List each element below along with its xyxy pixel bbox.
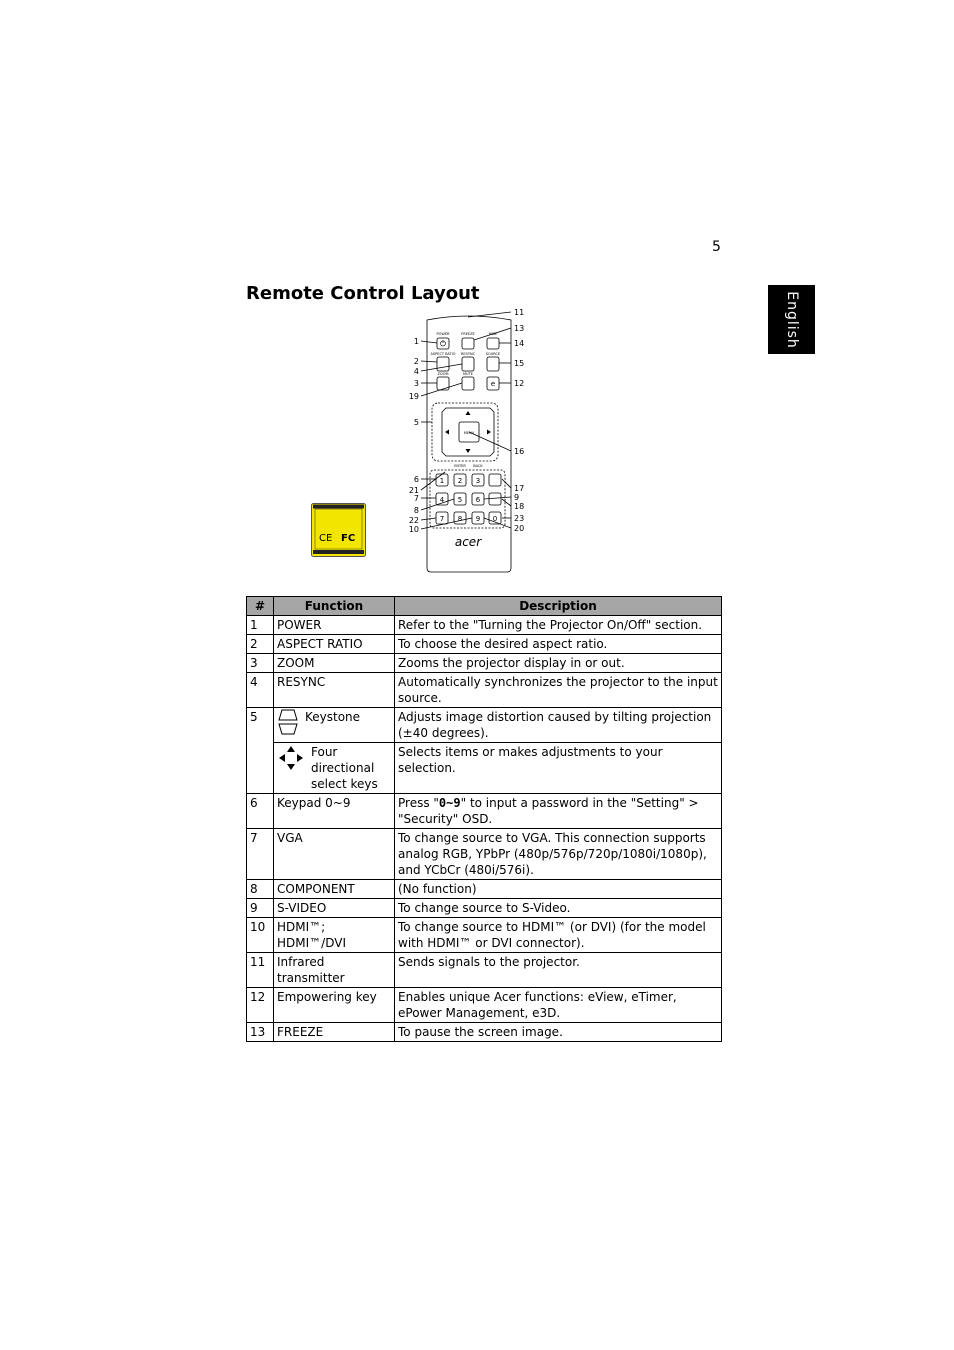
brand-logo: acer	[454, 535, 482, 549]
row-function: FREEZE	[274, 1023, 395, 1042]
table-row	[247, 918, 722, 953]
row-description: Adjusts image distortion caused by tilting projection (±40 degrees).	[395, 708, 722, 743]
label-freeze: FREEZE	[461, 332, 475, 336]
label-power: POWER	[436, 332, 450, 336]
callout: 10	[408, 525, 419, 534]
row-function: POWER	[274, 616, 395, 635]
label-hide: HIDE	[488, 332, 498, 336]
callout: 2	[413, 357, 419, 366]
row-description: Press "0~9" to input a password in the "Setting" > "Security" OSD.	[395, 794, 722, 829]
callout: 5	[413, 418, 419, 427]
keypad-digit: 0	[492, 515, 498, 523]
callout: 1	[413, 337, 419, 346]
keystone-icon	[277, 709, 299, 737]
keypad-digit: 1	[439, 477, 445, 485]
row-function: ZOOM	[274, 654, 395, 673]
callout: 7	[413, 494, 419, 503]
header-num: #	[247, 597, 274, 616]
callout: 21	[408, 486, 419, 495]
row-function: COMPONENT	[274, 880, 395, 899]
freeze-key	[462, 338, 474, 349]
callout: 9	[514, 493, 520, 502]
callout: 8	[413, 506, 419, 515]
regulatory-label	[311, 503, 366, 557]
callout: 15	[514, 359, 525, 368]
function-table	[246, 596, 722, 1042]
callout: 19	[408, 392, 419, 401]
row-num: 12	[247, 988, 274, 1023]
label-back: BACK	[473, 464, 483, 468]
language-tab-label: English	[783, 290, 800, 349]
table-row	[247, 953, 722, 988]
row-description: Automatically synchronizes the projector to the input source.	[395, 673, 722, 708]
label-source: SOURCE	[485, 352, 501, 356]
callout: 13	[514, 324, 525, 333]
keypad-digit: 6	[475, 496, 481, 504]
table-row	[247, 743, 722, 794]
label-enter: ENTER	[454, 464, 466, 468]
row-num: 9	[247, 899, 274, 918]
callout: 22	[408, 516, 419, 525]
callout: 16	[514, 447, 525, 456]
row-description: To change source to HDMI™ (or DVI) (for the model with HDMI™ or DVI connector).	[395, 918, 722, 953]
table-row	[247, 616, 722, 635]
row-num: 4	[247, 673, 274, 708]
row-num: 10	[247, 918, 274, 953]
table-row	[247, 880, 722, 899]
header-function: Function	[274, 597, 395, 616]
keypad-digit: 2	[457, 477, 463, 485]
label-aspect: ASPECT RATIO	[430, 352, 456, 356]
callout: 23	[514, 514, 525, 523]
keypad-key: 0~9	[438, 796, 461, 810]
language-tab	[768, 285, 815, 354]
power-key	[437, 338, 449, 349]
callout: 18	[514, 502, 525, 511]
callout: 12	[514, 379, 525, 388]
row-function: S-VIDEO	[274, 899, 395, 918]
row-description: To choose the desired aspect ratio.	[395, 635, 722, 654]
row-num: 2	[247, 635, 274, 654]
mute-key	[462, 377, 474, 390]
row-num: 1	[247, 616, 274, 635]
source-key	[487, 357, 499, 371]
row-num: 11	[247, 953, 274, 988]
keypad-digit: 9	[475, 515, 481, 523]
row-function: Infrared transmitter	[274, 953, 395, 988]
table-header-row	[247, 597, 722, 616]
row-description: To change source to VGA. This connection supports analog RGB, YPbPr (480p/576p/720p/1080i/1080p), and YCbCr (480i/576i).	[395, 829, 722, 880]
directional-keys-icon	[277, 744, 305, 772]
fc-mark: FC	[341, 533, 356, 544]
label-zoom: ZOOM	[437, 372, 449, 376]
callout: 17	[514, 484, 525, 493]
row-function: Empowering key	[274, 988, 395, 1023]
keypad-digit: 5	[457, 496, 463, 504]
row-function: RESYNC	[274, 673, 395, 708]
row-description: Sends signals to the projector.	[395, 953, 722, 988]
row-num: 13	[247, 1023, 274, 1042]
row-description: To pause the screen image.	[395, 1023, 722, 1042]
row-function-directional	[274, 743, 395, 794]
aspect-key	[437, 357, 449, 371]
hide-key	[487, 338, 499, 349]
row-description: (No function)	[395, 880, 722, 899]
row-function: ASPECT RATIO	[274, 635, 395, 654]
table-row	[247, 673, 722, 708]
table-row	[247, 635, 722, 654]
callout: 3	[413, 379, 419, 388]
keypad-digit: 3	[475, 477, 481, 485]
row-function: HDMI™; HDMI™/DVI	[274, 918, 395, 953]
table-row	[247, 1023, 722, 1042]
table-row	[247, 988, 722, 1023]
header-description: Description	[395, 597, 722, 616]
row-num: 8	[247, 880, 274, 899]
row-num: 6	[247, 794, 274, 829]
row-description: Refer to the "Turning the Projector On/Off" section.	[395, 616, 722, 635]
row-function: Keypad 0~9	[274, 794, 395, 829]
row-function: VGA	[274, 829, 395, 880]
callout: 14	[514, 339, 525, 348]
callout: 4	[413, 367, 419, 376]
resync-key	[462, 357, 474, 371]
page-number: 5	[712, 239, 721, 255]
row-num: 5	[247, 708, 274, 794]
row-description: Zooms the projector display in or out.	[395, 654, 722, 673]
table-row	[247, 794, 722, 829]
table-row	[247, 654, 722, 673]
row-description: Enables unique Acer functions: eView, eTimer, ePower Management, e3D.	[395, 988, 722, 1023]
svg-text:e: e	[490, 380, 496, 388]
row-function-keystone	[274, 708, 395, 743]
keypad-digit: 7	[439, 515, 445, 523]
callout: 6	[413, 475, 419, 484]
row-description: Selects items or makes adjustments to your selection.	[395, 743, 722, 794]
label-mute: MUTE	[463, 372, 473, 376]
table-row	[247, 899, 722, 918]
row-num: 7	[247, 829, 274, 880]
callout: 11	[514, 308, 525, 317]
row-num: 3	[247, 654, 274, 673]
label-menu: MENU	[463, 431, 475, 435]
keypad-digit: 8	[457, 515, 463, 523]
table-row	[247, 708, 722, 743]
keystone-label: Keystone	[305, 710, 361, 724]
label-resync: RESYNC	[460, 352, 476, 356]
ce-mark: CE	[319, 533, 333, 544]
keypad-digit: 4	[439, 496, 445, 504]
callout: 20	[514, 524, 525, 533]
row-description: To change source to S-Video.	[395, 899, 722, 918]
table-row	[247, 829, 722, 880]
section-title: Remote Control Layout	[246, 283, 480, 304]
directional-label: Four directional select keys	[311, 745, 378, 791]
